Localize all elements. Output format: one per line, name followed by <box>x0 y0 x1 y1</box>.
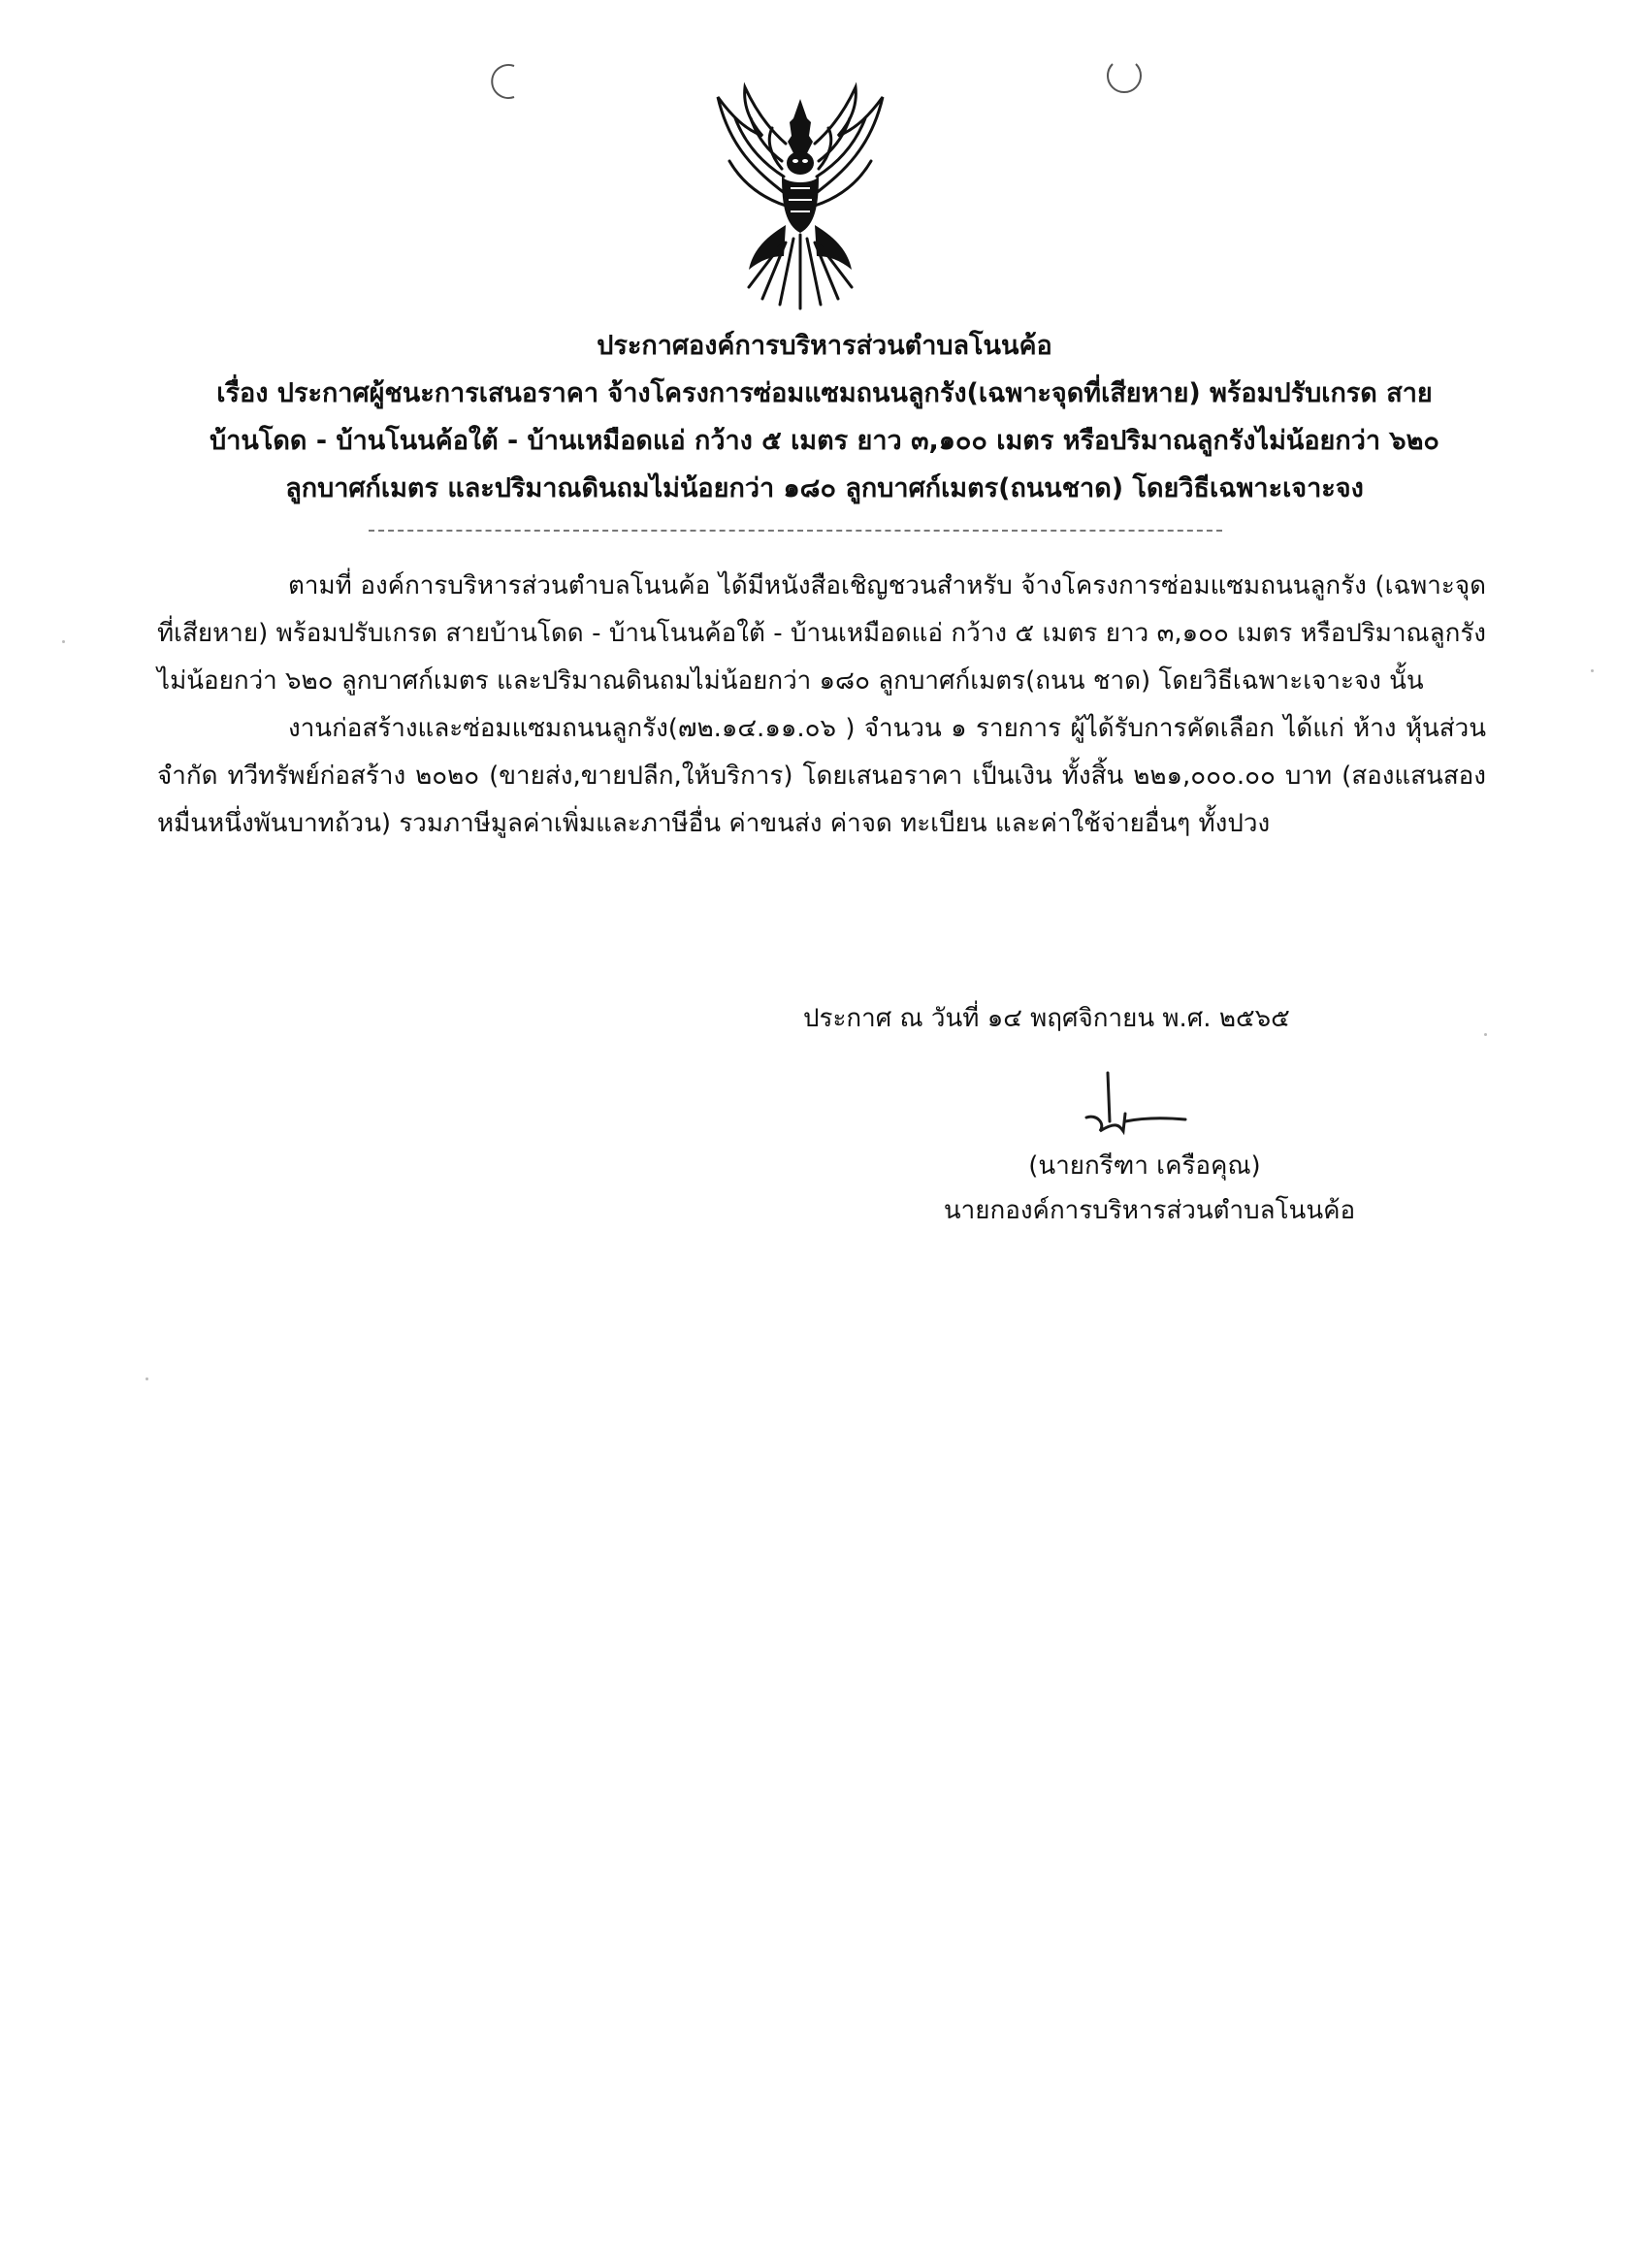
scan-speck <box>1484 1033 1487 1036</box>
punch-hole-mark <box>485 60 524 103</box>
signer-name: (นายกรีฑา เครือคุณ) <box>1028 1151 1261 1181</box>
announcement-subject-line-3: ลูกบาศก์เมตร และปริมาณดินถมไม่น้อยกว่า ๑๘๐ ลูกบาศก์เมตร(ถนนชาด) โดยวิธีเฉพาะเจาะจง <box>285 473 1364 503</box>
garuda-emblem-icon <box>689 80 912 320</box>
announcement-subject-line-2: บ้านโดด - บ้านโนนค้อใต้ - บ้านเหมือดแอ่ กว้าง ๕ เมตร ยาว ๓,๑๐๐ เมตร หรือปริมาณลูกรังไม่น้อยกว่า ๖๒๐ <box>210 426 1439 456</box>
signer-title: นายกองค์การบริหารส่วนตำบลโนนค้อ <box>943 1196 1356 1225</box>
punch-hole-mark <box>1101 56 1144 99</box>
announcement-subject-line-1: เรื่อง ประกาศผู้ชนะการเสนอราคา จ้างโครงการซ่อมแซมถนนลูกรัง(เฉพาะจุดที่เสียหาย) พร้อมปรับเกรด สาย <box>216 378 1433 408</box>
announcement-body <box>157 563 1486 848</box>
announcement-date: ประกาศ ณ วันที่ ๑๔ พฤศจิกายน พ.ศ. ๒๕๖๕ <box>803 1004 1290 1033</box>
announcement-title-block <box>116 322 1533 512</box>
handwritten-signature <box>1067 1067 1193 1145</box>
scan-speck <box>146 1377 148 1380</box>
body-paragraph-1: ตามที่ องค์การบริหารส่วนตำบลโนนค้อ ได้มีหนังสือเชิญชวนสำหรับ จ้างโครงการซ่อมแซมถนนลูกรัง (เฉพาะจุดที่เสียหาย) พร้อมปรับเกรด สายบ้านโดด - บ้านโนนค้อใต้ - บ้านเหมือดแอ่ กว้าง ๕ เมตร ยาว ๓,๑๐๐ เมตร หรือปริมาณลูกรังไม่น้อยกว่า ๖๒๐ ลูกบาศก์เมตร และปริมาณดินถมไม่น้อยกว่า ๑๘๐ ลูกบาศก์เมตร(ถนน ชาด) โดยวิธีเฉพาะเจาะจง นั้น <box>157 571 1486 696</box>
scan-speck <box>62 640 65 643</box>
scan-speck <box>1591 669 1594 672</box>
announcement-heading: ประกาศองค์การบริหารส่วนตำบลโนนค้อ <box>597 331 1052 361</box>
body-paragraph-2: งานก่อสร้างและซ่อมแซมถนนลูกรัง(๗๒.๑๔.๑๑.๐๖ ) จำนวน ๑ รายการ ผู้ได้รับการคัดเลือก ได้แก่ ห้าง หุ้นส่วนจำกัด ทวีทรัพย์ก่อสร้าง ๒๐๒๐ (ขายส่ง,ขายปลีก,ให้บริการ) โดยเสนอราคา เป็นเงิน ทั้งสิ้น ๒๒๑,๐๐๐.๐๐ บาท (สองแสนสองหมื่นหนึ่งพันบาทถ้วน) รวมภาษีมูลค่าเพิ่มและภาษีอื่น ค่าขนส่ง ค่าจด ทะเบียน และค่าใช้จ่ายอื่นๆ ทั้งปวง <box>157 714 1486 838</box>
separator-line <box>369 530 1222 532</box>
